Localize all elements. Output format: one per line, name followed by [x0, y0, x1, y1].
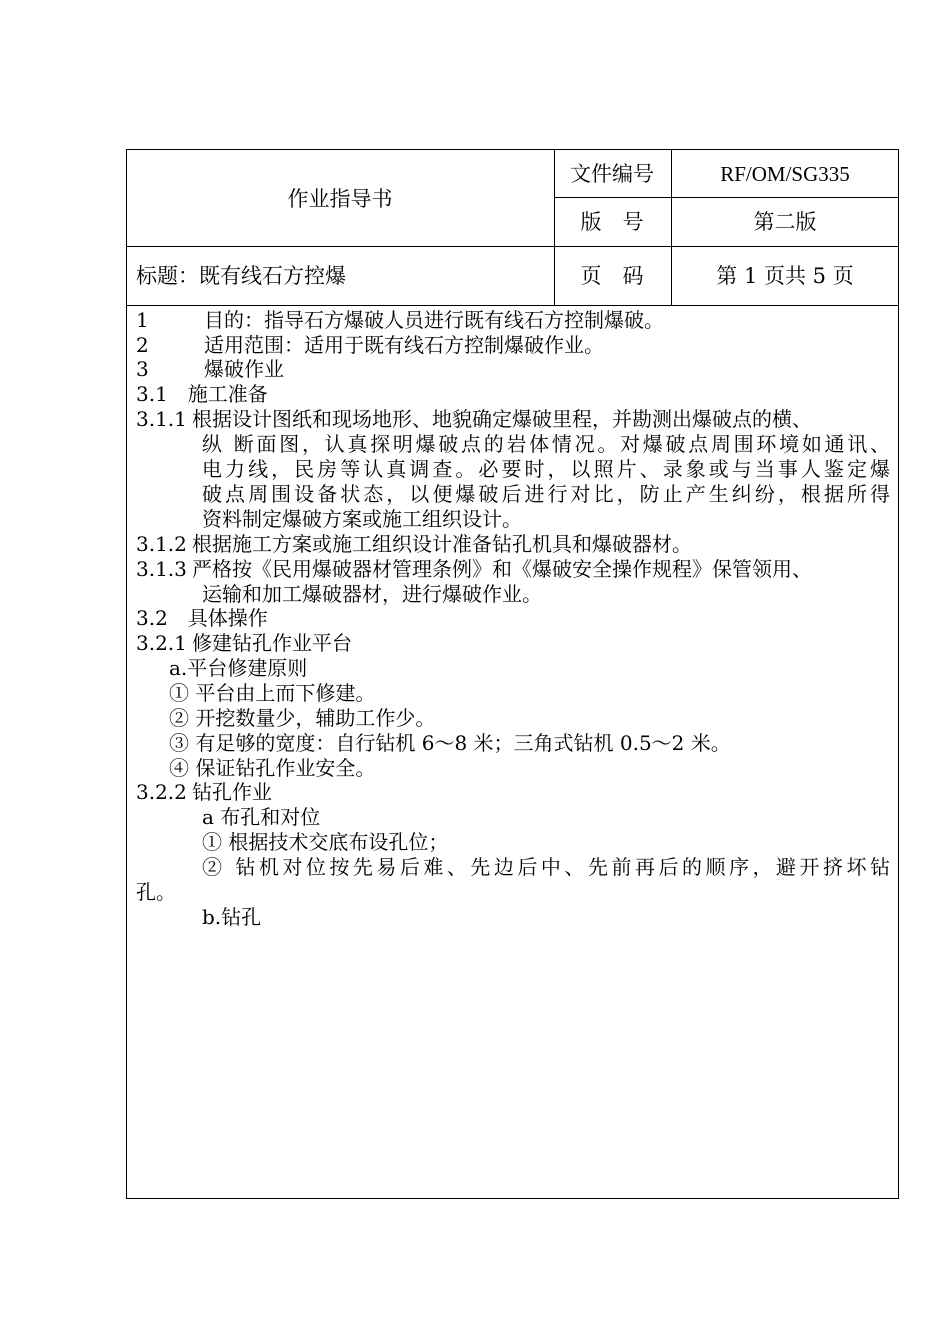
subject-title: 标题：既有线石方控爆 — [136, 264, 346, 288]
section-text: 根据设计图纸和现场地形、地貌确定爆破里程，并勘测出爆破点的横、 — [192, 407, 812, 431]
version-value: 第二版 — [753, 210, 817, 234]
section-text: 目的：指导石方爆破人员进行既有线石方控制爆破。 — [204, 308, 664, 332]
section-3-2-2 — [136, 780, 272, 804]
paragraph-line: 纵 断面图，认真探明爆破点的岩体情况。对爆破点周围环境如通讯、 — [202, 432, 890, 456]
section-number: 1 — [136, 308, 149, 332]
row-divider-1 — [554, 197, 899, 198]
section-3-1: 3.1 施工准备 — [136, 382, 268, 406]
file-number-value: RF/OM/SG335 — [720, 162, 850, 186]
list-item: ④ 保证钻孔作业安全。 — [169, 756, 376, 780]
row-divider-3 — [127, 305, 899, 306]
document-title: 作业指导书 — [287, 187, 393, 211]
subsection-heading: a.平台修建原则 — [169, 656, 308, 680]
paragraph-line: 电力线，民房等认真调查。必要时，以照片、录象或与当事人鉴定爆 — [202, 457, 890, 481]
section-text: 严格按《民用爆破器材管理条例》和《爆破安全操作规程》保管领用、 — [192, 557, 812, 581]
list-item: ② 钻机对位按先易后难、先边后中、先前再后的顺序，避开挤坏钻 — [202, 855, 890, 879]
section-number: 3.1.3 — [136, 557, 187, 581]
page-label: 页 码 — [580, 264, 644, 288]
section-3-2-1 — [136, 631, 352, 655]
subsection-heading: a 布孔和对位 — [202, 805, 321, 829]
section-text: 爆破作业 — [204, 357, 284, 381]
section-1 — [136, 308, 664, 332]
column-divider-2 — [671, 150, 672, 305]
section-2 — [136, 333, 604, 357]
section-3-1-3 — [136, 557, 812, 581]
list-item: ① 根据技术交底布设孔位； — [202, 830, 449, 854]
section-number: 3.1.2 — [136, 532, 187, 556]
paragraph-line: 运输和加工爆破器材，进行爆破作业。 — [202, 582, 542, 606]
paragraph-line: 资料制定爆破方案或施工组织设计。 — [202, 507, 522, 531]
file-number-label: 文件编号 — [570, 162, 654, 186]
list-item: ② 开挖数量少，辅助工作少。 — [169, 706, 436, 730]
section-3-1-1 — [136, 407, 812, 431]
column-divider-1 — [554, 150, 555, 305]
section-number: 3 — [136, 357, 149, 381]
section-text: 根据施工方案或施工组织设计准备钻孔机具和爆破器材。 — [192, 532, 692, 556]
section-number: 3.1.1 — [136, 407, 187, 431]
subsection-heading: b.钻孔 — [202, 905, 262, 929]
list-item: ③ 有足够的宽度：自行钻机 6～8 米；三角式钻机 0.5～2 米。 — [169, 731, 731, 755]
section-3-2: 3.2 具体操作 — [136, 606, 268, 630]
section-number: 2 — [136, 333, 149, 357]
list-item: ① 平台由上而下修建。 — [169, 681, 376, 705]
list-item-continuation: 孔。 — [136, 880, 176, 904]
section-number: 3.2.1 — [136, 631, 187, 655]
section-text: 修建钻孔作业平台 — [192, 631, 352, 655]
paragraph-line: 破点周围设备状态，以便爆破后进行对比，防止产生纠纷，根据所得 — [202, 482, 890, 506]
version-label: 版 号 — [580, 210, 644, 234]
section-number: 3.2.2 — [136, 780, 187, 804]
section-text: 钻孔作业 — [192, 780, 272, 804]
page-number: 第 1 页共 5 页 — [716, 264, 854, 288]
section-3-1-2 — [136, 532, 692, 556]
section-text: 适用范围：适用于既有线石方控制爆破作业。 — [204, 333, 604, 357]
section-3 — [136, 357, 284, 381]
row-divider-2 — [127, 246, 899, 247]
